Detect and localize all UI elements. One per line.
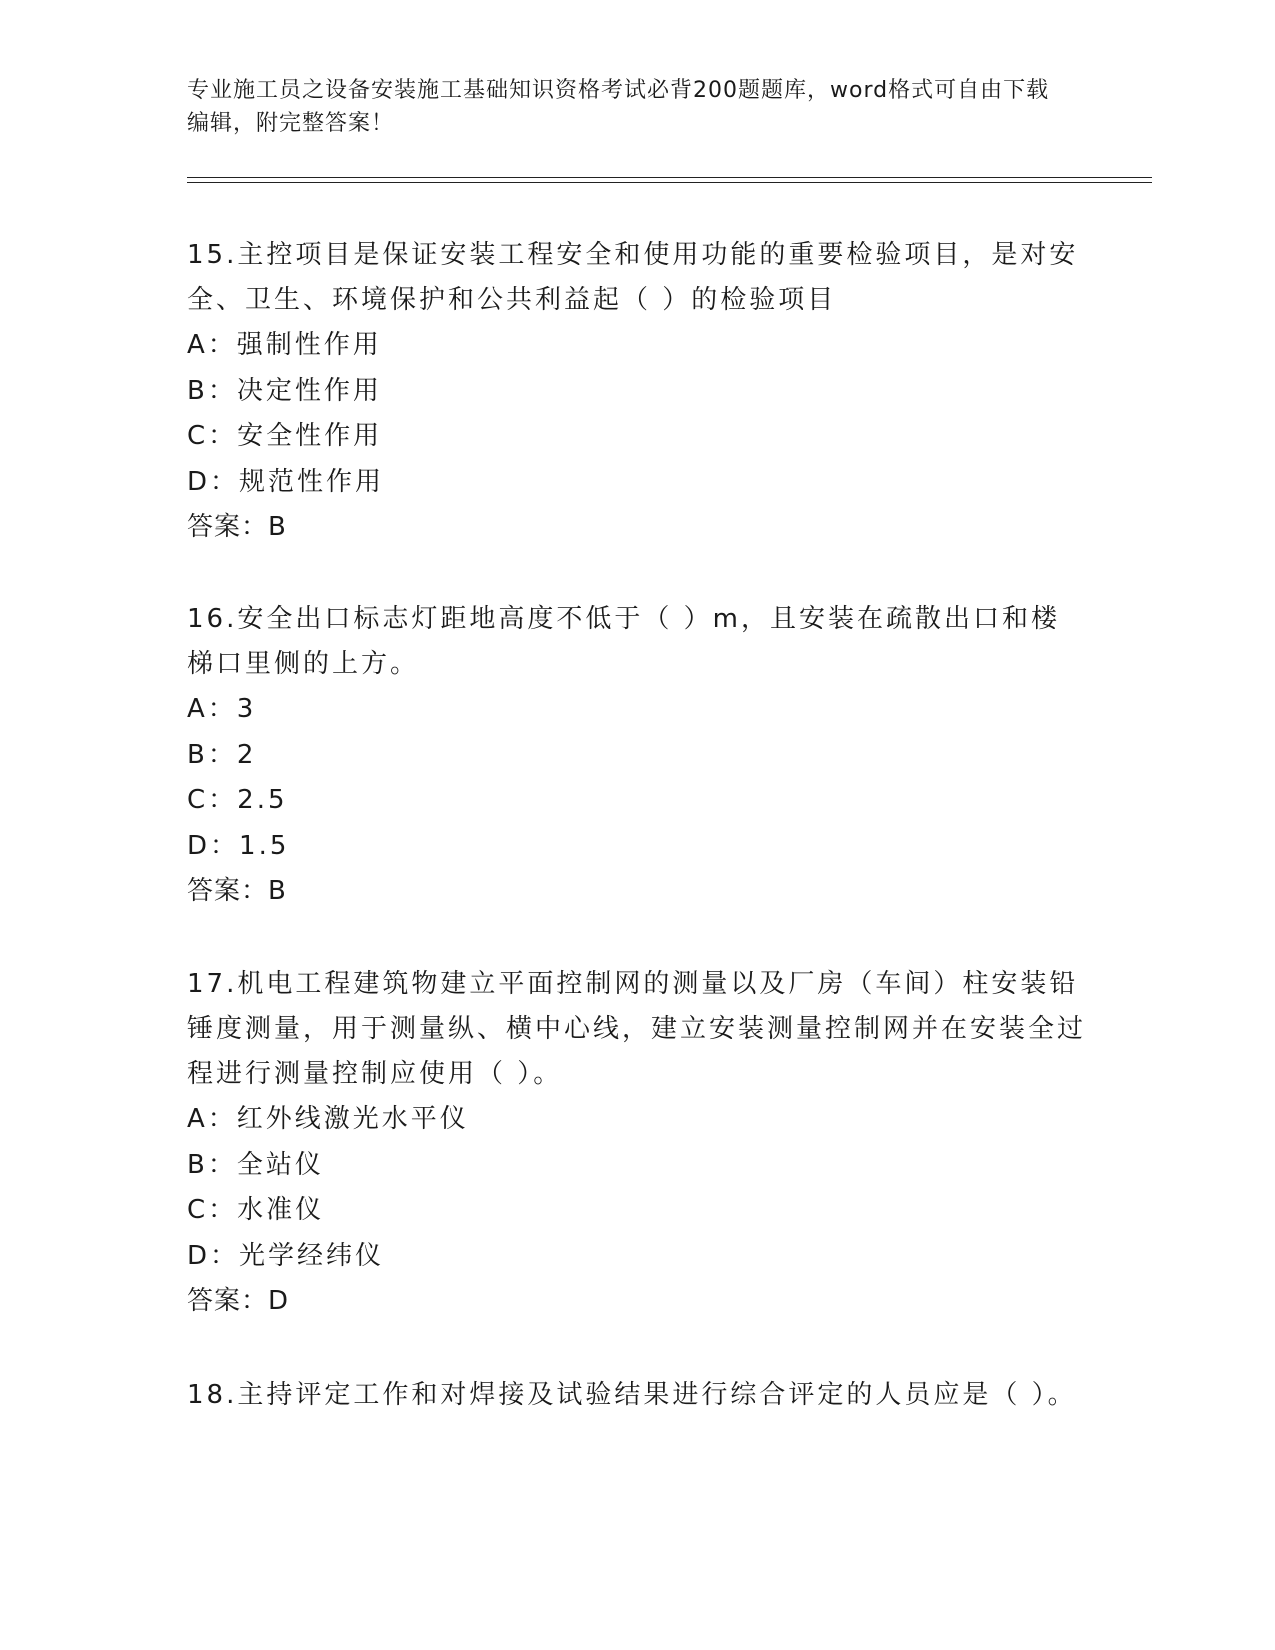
question-16 bbox=[187, 597, 1087, 915]
answer: 答案：D bbox=[187, 1286, 290, 1316]
answer: 答案：B bbox=[187, 876, 287, 906]
option-d: D：规范性作用 bbox=[187, 466, 385, 497]
question-17 bbox=[187, 962, 1087, 1325]
option-c: C：水准仪 bbox=[187, 1195, 325, 1225]
option-b: B：2 bbox=[187, 739, 257, 770]
question-15 bbox=[187, 233, 1087, 551]
option-d: D：光学经纬仪 bbox=[187, 1240, 385, 1271]
option-a: A：强制性作用 bbox=[187, 330, 382, 360]
question-stem: 18.主持评定工作和对焊接及试验结果进行综合评定的人员应是（ ）。 bbox=[187, 1380, 1077, 1410]
answer: 答案：B bbox=[187, 512, 287, 542]
question-stem: 16.安全出口标志灯距地高度不低于（ ）m，且安装在疏散出口和楼梯口里侧的上方。 bbox=[187, 604, 1060, 679]
option-d: D：1.5 bbox=[187, 830, 290, 861]
question-stem: 15.主控项目是保证安装工程安全和使用功能的重要检验项目，是对安全、卫生、环境保护和公共利益起（ ）的检验项目 bbox=[187, 240, 1079, 315]
question-stem: 17.机电工程建筑物建立平面控制网的测量以及厂房（车间）柱安装铅锤度测量，用于测量纵、横中心线，建立安装测量控制网并在安装全过程进行测量控制应使用（ ）。 bbox=[187, 969, 1087, 1089]
option-c: C：2.5 bbox=[187, 785, 288, 815]
question-18 bbox=[187, 1373, 1087, 1418]
header-divider-top bbox=[187, 177, 1152, 178]
option-a: A：3 bbox=[187, 694, 257, 724]
option-a: A：红外线激光水平仪 bbox=[187, 1104, 469, 1134]
document-header: 专业施工员之设备安装施工基础知识资格考试必背200题题库，word格式可自由下载编辑，附完整答案！ bbox=[187, 78, 1050, 136]
option-b: B：全站仪 bbox=[187, 1149, 324, 1180]
option-b: B：决定性作用 bbox=[187, 375, 382, 406]
option-c: C：安全性作用 bbox=[187, 421, 383, 451]
header-divider-bottom bbox=[187, 182, 1152, 183]
